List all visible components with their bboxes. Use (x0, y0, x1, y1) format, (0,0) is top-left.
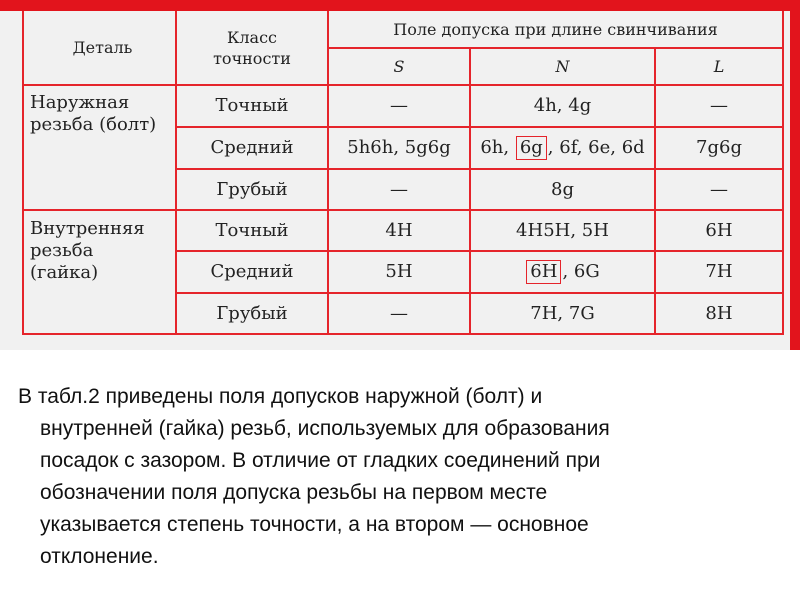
header-tolerance-field (329, 11, 782, 47)
header-accuracy-line1: Класс (226, 27, 277, 47)
class-text: Точный (215, 95, 289, 116)
length-s-label: S (393, 57, 405, 76)
header-accuracy-line2: точности (213, 48, 291, 68)
detail-line: Наружная (30, 92, 130, 113)
class-cell (177, 294, 327, 333)
s-cell (329, 86, 469, 126)
header-length-s (329, 49, 469, 84)
paragraph-line: отклонение. (40, 545, 159, 568)
paragraph-line: обозначении поля допуска резьбы на первом месте (40, 481, 548, 504)
paragraph-line: внутренней (гайка) резьб, используемых для образования (40, 417, 610, 440)
detail-line: Внутренняя (30, 218, 145, 239)
detail-line: резьба (болт) (30, 114, 157, 135)
l-value: 8H (705, 302, 733, 324)
class-text: Грубый (216, 302, 288, 324)
class-text: Средний (210, 137, 294, 158)
highlighted-tolerance: 6H (526, 260, 561, 284)
class-cell (177, 128, 327, 168)
n-cell (471, 170, 654, 209)
grid-line (22, 11, 24, 334)
s-value: — (390, 95, 408, 116)
class-text: Средний (210, 261, 294, 282)
n-cell (471, 252, 654, 292)
l-value: 7g6g (696, 137, 742, 158)
table-top-border (0, 0, 800, 11)
l-cell (656, 86, 782, 126)
length-n-label: N (555, 57, 570, 76)
highlighted-tolerance: 6g (516, 136, 547, 160)
header-detail-text: Деталь (72, 38, 133, 57)
s-value: 5H (385, 261, 413, 282)
n-value-part: , 6f, 6e, 6d (547, 137, 645, 158)
table-right-border (790, 0, 800, 350)
header-detail (30, 11, 175, 84)
class-text: Грубый (216, 178, 288, 200)
s-value: 5h6h, 5g6g (347, 137, 451, 158)
n-cell (471, 294, 654, 333)
class-cell (177, 252, 327, 292)
l-value: 7H (705, 261, 733, 282)
class-cell (177, 86, 327, 126)
l-cell (656, 211, 782, 250)
n-value-part: , 6G (562, 261, 600, 282)
n-value-part: 6h, (480, 137, 515, 158)
detail-external-thread (30, 92, 175, 140)
l-value: 6H (705, 219, 733, 241)
grid-line (22, 333, 784, 335)
paragraph-line: В табл.2 приведены поля допусков наружной (болт) и (18, 385, 543, 408)
class-cell (177, 211, 327, 250)
s-cell (329, 211, 469, 250)
n-cell (471, 86, 654, 126)
n-cell (471, 211, 654, 250)
header-length-n (471, 49, 654, 84)
paragraph-line: указывается степень точности, а на втором — основное (40, 513, 589, 536)
n-value: 8g (551, 178, 574, 200)
header-accuracy-class (177, 11, 327, 84)
header-length-l (656, 49, 782, 84)
s-cell (329, 294, 469, 333)
grid-line (782, 11, 784, 334)
n-value: 4h, 4g (533, 95, 592, 116)
l-cell (656, 128, 782, 168)
header-tolerance-text: Поле допуска при длине свинчивания (393, 19, 718, 39)
detail-line: резьба (30, 240, 94, 261)
class-cell (177, 170, 327, 209)
explanation-paragraph (18, 381, 778, 573)
l-cell (656, 170, 782, 209)
n-value: 7H, 7G (530, 302, 595, 324)
l-cell (656, 294, 782, 333)
s-value: 4H (385, 219, 413, 241)
l-cell (656, 252, 782, 292)
s-cell (329, 170, 469, 209)
s-value: — (390, 178, 408, 200)
n-cell (471, 128, 654, 168)
s-cell (329, 128, 469, 168)
l-value: — (710, 178, 728, 200)
detail-line: (гайка) (30, 262, 99, 283)
l-value: — (710, 95, 728, 116)
class-text: Точный (215, 219, 289, 241)
detail-internal-thread (30, 218, 175, 290)
paragraph-line: посадок с зазором. В отличие от гладких соединений при (40, 449, 601, 472)
length-l-label: L (713, 57, 725, 76)
s-value: — (390, 302, 408, 324)
s-cell (329, 252, 469, 292)
n-value: 4H5H, 5H (516, 219, 609, 241)
